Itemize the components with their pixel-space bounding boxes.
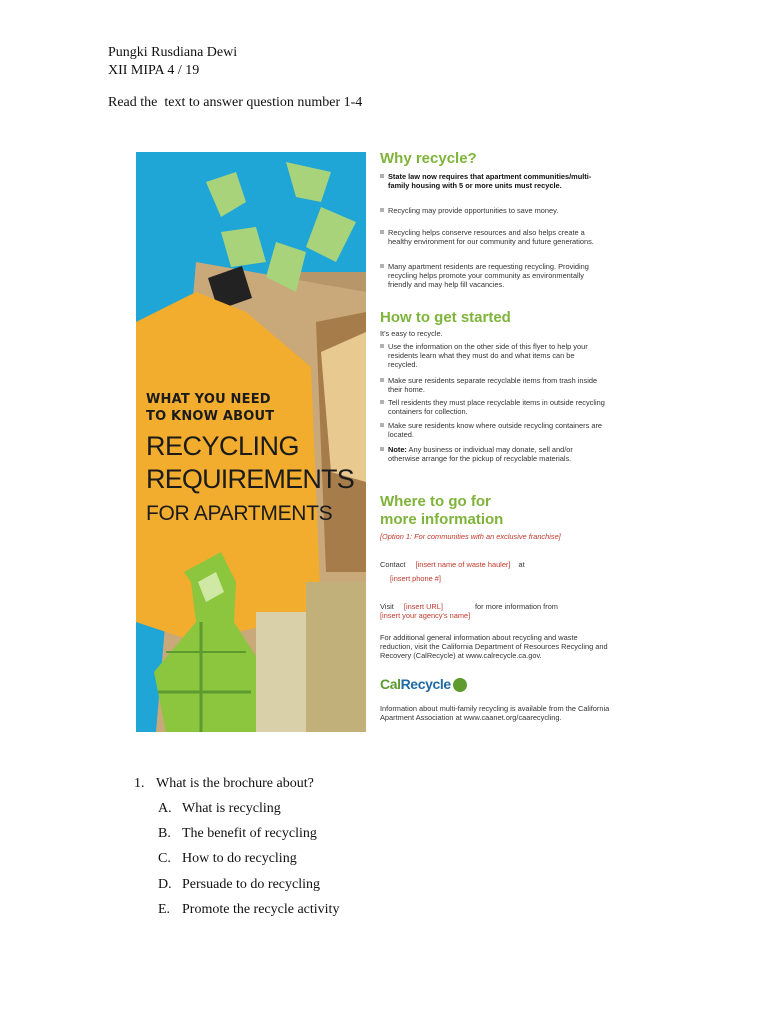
cover-heading-line2: TO KNOW ABOUT [146, 409, 275, 424]
cover-title-line3: FOR APARTMENTS [146, 502, 333, 525]
start-bullet-2: Make sure residents separate recyclable items from trash inside their home. [380, 376, 606, 394]
contact-line: Contact [insert name of waste hauler] at [380, 560, 525, 569]
association-info: Information about multi-family recycling is available from the California Apartment Association at www.caanet.org/caarecycling. [380, 704, 610, 722]
student-class: XII MIPA 4 / 19 [108, 63, 200, 78]
get-started-heading: How to get started [380, 309, 511, 326]
more-info-heading-line1: Where to go for [380, 493, 491, 510]
cover-title-line2: REQUIREMENTS [146, 464, 354, 494]
question-text: What is the brochure about? [156, 776, 314, 791]
question-number: 1. [134, 776, 145, 791]
option-c: C. How to do recycling [158, 851, 297, 866]
why-bullet-3: Recycling helps conserve resources and also helps create a healthy environment for our community and future generations. [380, 228, 606, 246]
option-note: [Option 1: For communities with an exclusive franchise] [380, 532, 561, 541]
option-e: E. Promote the recycle activity [158, 902, 340, 917]
why-bullet-1: State law now requires that apartment communities/multi-family housing with 5 or more units must recycle. [380, 172, 606, 190]
calrecycle-leaf-icon [453, 678, 467, 692]
option-d: D. Persuade to do recycling [158, 877, 321, 892]
more-info-heading-line2: more information [380, 511, 504, 528]
brochure-cover-illustration [136, 152, 366, 732]
start-note: Note: Any business or individual may donate, sell and/or otherwise arrange for the pickup of recyclable materials. [380, 445, 606, 463]
why-bullet-2: Recycling may provide opportunities to save money. [380, 206, 606, 215]
agency-placeholder: [insert your agency's name] [380, 611, 471, 620]
start-bullet-3: Tell residents they must place recyclable items in outside recycling containers for collection. [380, 398, 606, 416]
why-bullet-4: Many apartment residents are requesting recycling. Providing recycling helps promote your community as environmentally friendly and may help fill vacancies. [380, 262, 606, 289]
start-bullet-1: Use the information on the other side of this flyer to help your residents learn what they must do and what items can be recycled. [380, 342, 606, 369]
calrecycle-logo: CalRecycle [380, 676, 467, 696]
cover-heading-line1: WHAT YOU NEED [146, 392, 271, 407]
instruction-text: Read the text to answer question number 1-4 [108, 95, 363, 110]
general-info: For additional general information about recycling and waste reduction, visit the California Department of Resources Recycling and Recovery (CalRecycle) at www.calrecycle.ca.gov. [380, 633, 608, 660]
cover-title-line1: RECYCLING [146, 431, 300, 461]
option-a: A. What is recycling [158, 801, 281, 816]
phone-placeholder: [insert phone #] [390, 574, 441, 583]
start-bullet-4: Make sure residents know where outside recycling containers are located. [380, 421, 606, 439]
student-name: Pungki Rusdiana Dewi [108, 45, 238, 60]
why-recycle-heading: Why recycle? [380, 150, 477, 167]
visit-line: Visit [insert URL] for more information from [380, 602, 558, 611]
recycling-brochure [136, 152, 616, 752]
option-b: B. The benefit of recycling [158, 826, 317, 841]
get-started-intro: It's easy to recycle. [380, 329, 443, 338]
